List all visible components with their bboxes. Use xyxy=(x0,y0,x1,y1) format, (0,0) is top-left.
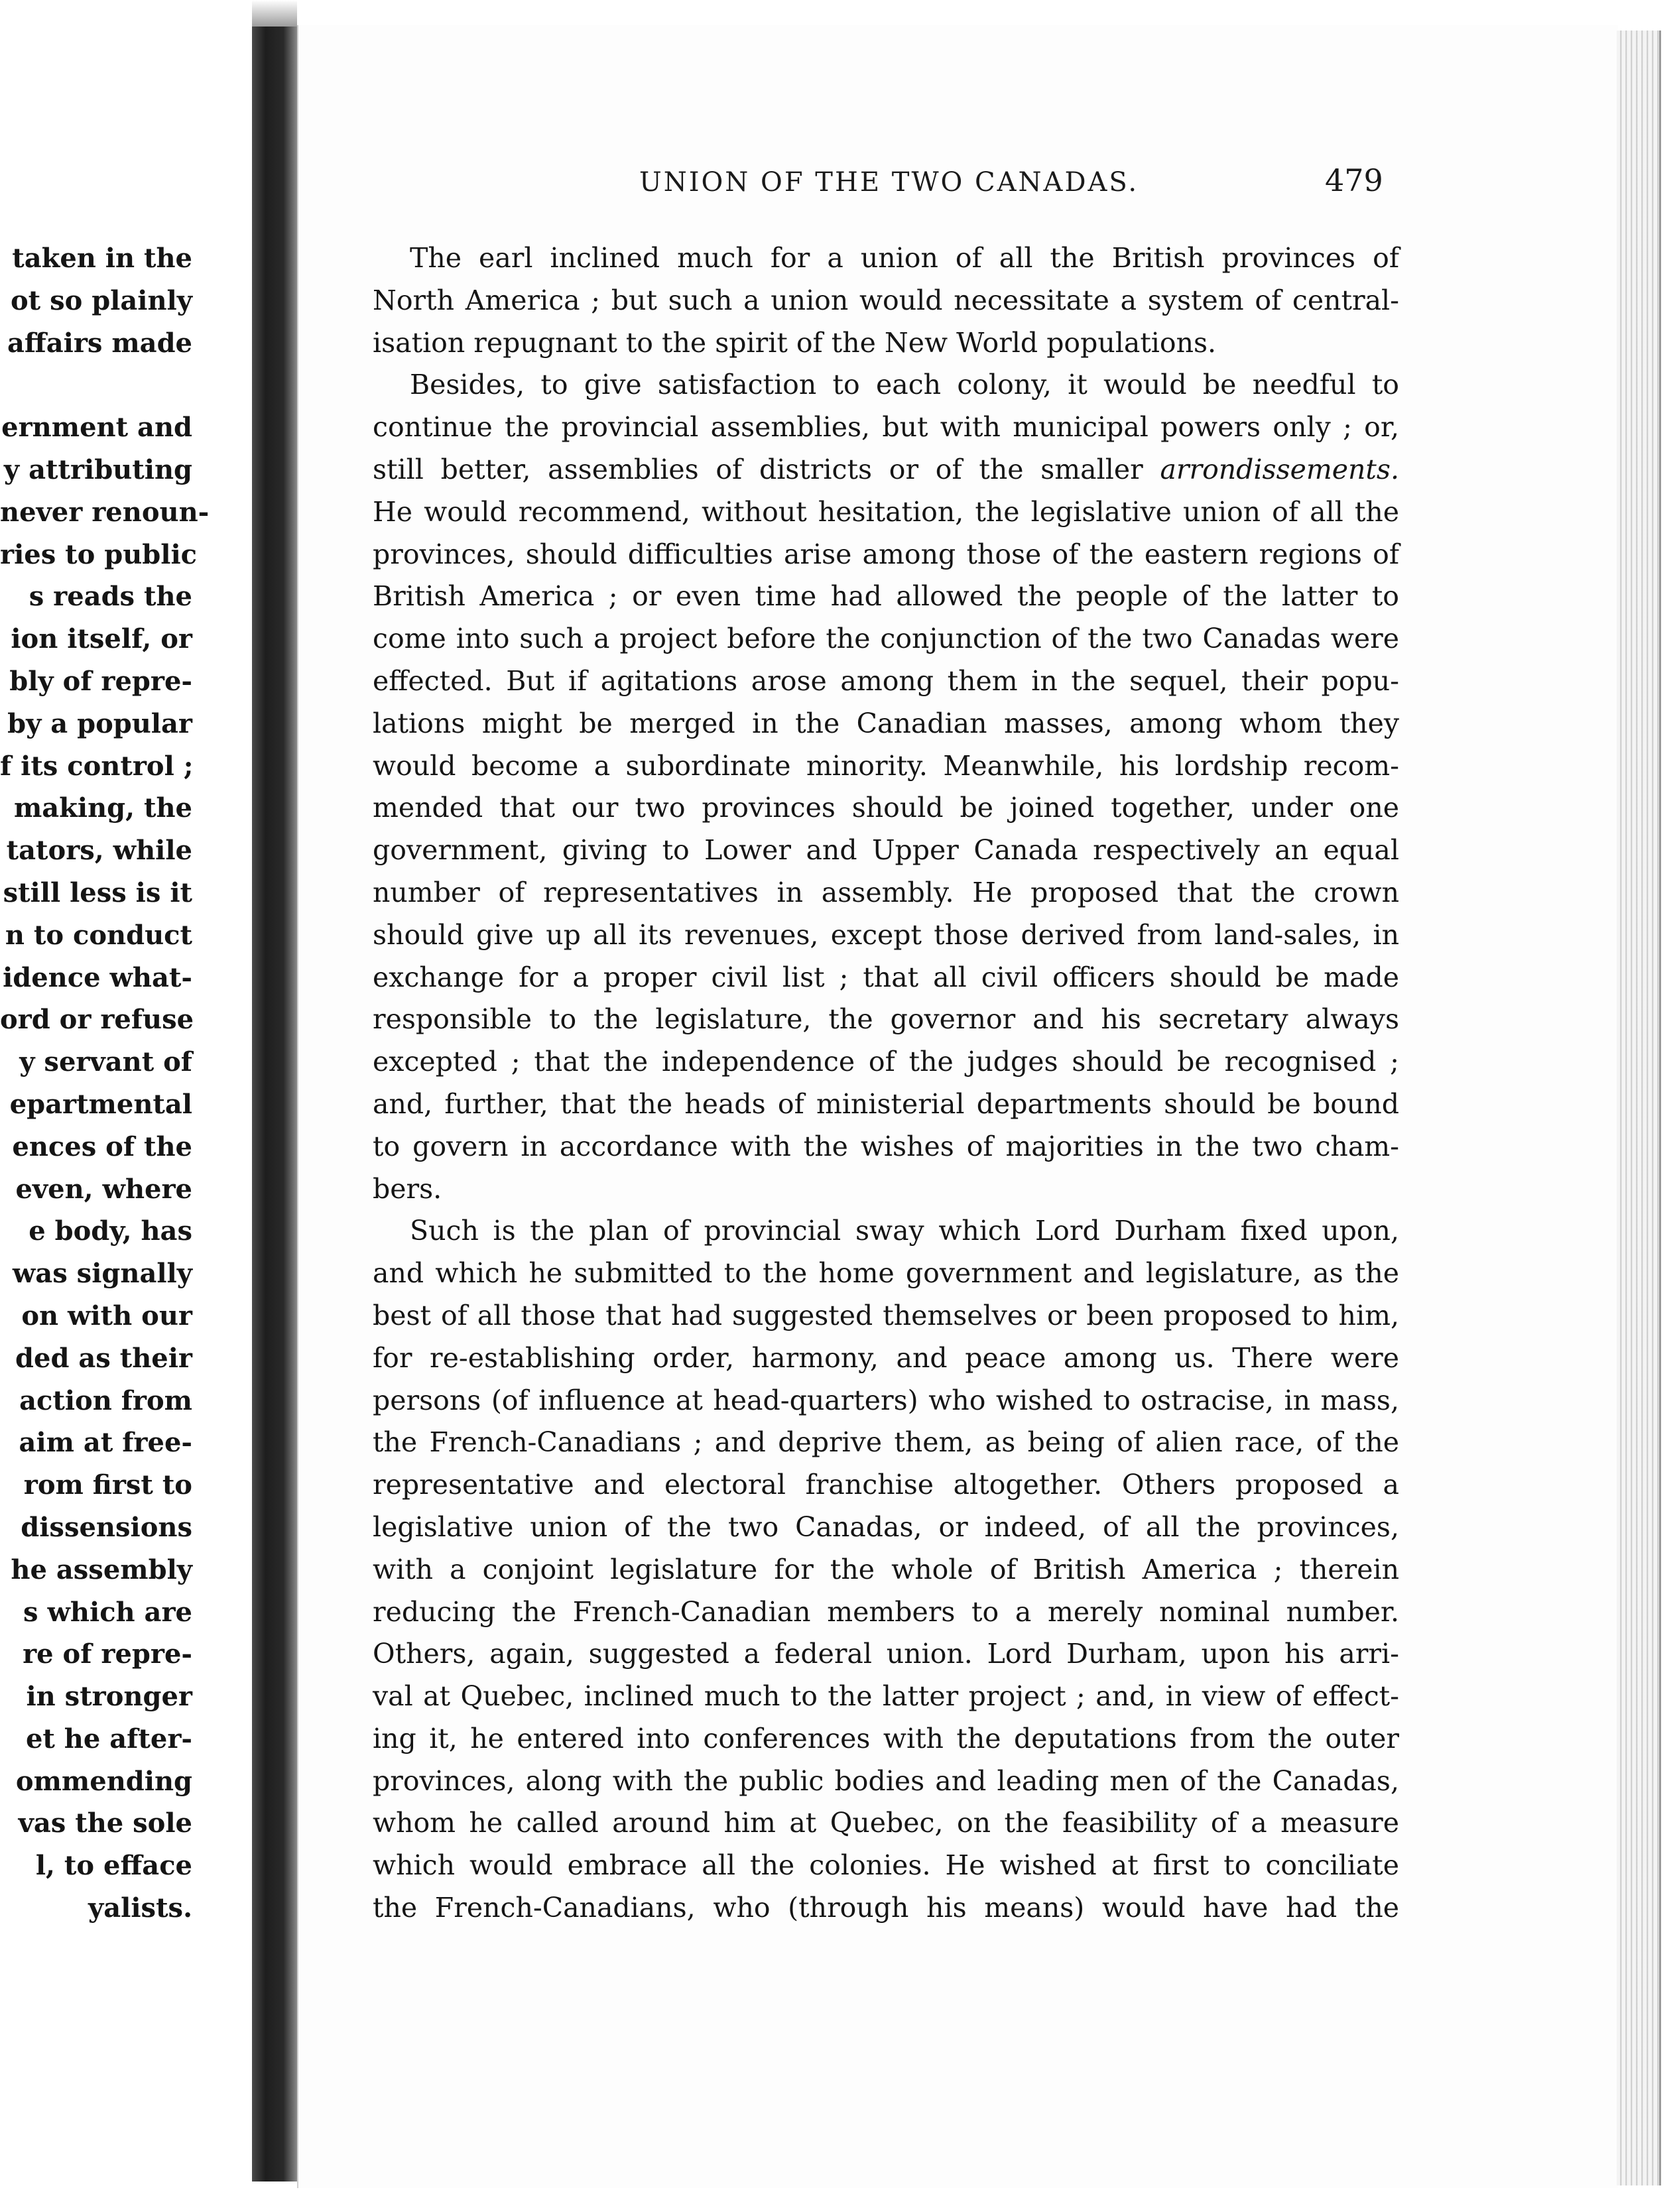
left-line: n to conduct xyxy=(5,919,192,951)
left-line: even, where xyxy=(15,1173,192,1205)
text-line: lations might be merged in the Canadian masses, among whom they xyxy=(373,707,1399,739)
text-line: representative and electoral franchise altogether. Others proposed a xyxy=(373,1469,1399,1501)
left-line: ot so plainly xyxy=(10,284,192,316)
text-line: come into such a project before the conjunction of the two Canadas were xyxy=(373,623,1399,655)
italic-term: arrondissements. xyxy=(1160,453,1399,485)
text-line: persons (of influence at head-quarters) who wished to ostracise, in mass, xyxy=(373,1384,1399,1416)
text-line: whom he called around him at Quebec, on the feasibility of a measure xyxy=(373,1807,1399,1839)
left-line: he assembly xyxy=(11,1554,192,1585)
text-line: and, further, that the heads of ministerial departments should be bound xyxy=(373,1087,1399,1120)
left-line: rom first to xyxy=(23,1469,192,1501)
running-title: UNION OF THE TWO CANADAS. xyxy=(639,167,1139,198)
text-line: would become a subordinate minority. Meanwhile, his lordship recom- xyxy=(373,749,1399,782)
text-line: bers. xyxy=(373,1172,442,1205)
text-line: British America ; or even time had allowed the people of the latter to xyxy=(373,580,1399,613)
left-line: l, to efface xyxy=(35,1850,192,1882)
text-line: responsible to the legislature, the governor and his secretary always xyxy=(373,1003,1399,1036)
left-line: on with our xyxy=(21,1300,192,1331)
text-line: with a conjoint legislature for the whole of British America ; therein xyxy=(373,1553,1399,1585)
text-line: reducing the French-Canadian members to a merely nominal number. xyxy=(373,1595,1399,1628)
left-line: y servant of xyxy=(19,1046,192,1078)
page-edges xyxy=(1617,31,1661,2185)
text-line: provinces, should difficulties arise among those of the eastern regions of xyxy=(373,538,1399,570)
left-line: ded as their xyxy=(15,1342,192,1374)
left-line: epartmental xyxy=(9,1088,192,1120)
left-line: bly of repre- xyxy=(9,665,192,697)
left-line: e body, has xyxy=(29,1215,192,1247)
left-line: never renoun- xyxy=(0,496,210,528)
left-line: idence what- xyxy=(3,961,192,993)
text-line: He would recommend, without hesitation, the legislative union of all the xyxy=(373,495,1399,528)
left-line: still less is it xyxy=(3,877,192,908)
body-text xyxy=(373,237,1399,1930)
text-line: should give up all its revenues, except those derived from land-sales, in xyxy=(373,918,1399,951)
book-gutter-shadow xyxy=(252,27,297,2181)
text-line: continue the provincial assemblies, but with municipal powers only ; or, xyxy=(373,411,1399,444)
left-line: ord or refuse xyxy=(0,1004,194,1036)
text-line: val at Quebec, inclined much to the latter project ; and, in view of effect- xyxy=(373,1680,1399,1713)
text-line: legislative union of the two Canadas, or indeed, of all the provinces, xyxy=(373,1510,1399,1543)
left-line: s which are xyxy=(23,1596,192,1628)
left-line: dissensions xyxy=(21,1511,192,1543)
text-line: excepted ; that the independence of the judges should be recognised ; xyxy=(373,1046,1399,1078)
text-line: mended that our two provinces should be joined together, under one xyxy=(373,792,1399,824)
left-line: re of repre- xyxy=(23,1638,192,1670)
text-segment: still better, assemblies of districts or of the smaller xyxy=(373,453,1143,485)
text-line: Such is the plan of provincial sway which Lord Durham fixed upon, xyxy=(410,1215,1399,1247)
text-line: provinces, along with the public bodies and leading men of the Canadas, xyxy=(373,1764,1399,1797)
text-line: government, giving to Lower and Upper Canada respectively an equal xyxy=(373,834,1399,867)
text-line: North America ; but such a union would necessitate a system of central- xyxy=(373,284,1399,316)
text-line: Besides, to give satisfaction to each colony, it would be needful to xyxy=(410,369,1399,401)
left-line: ommending xyxy=(15,1765,192,1797)
text-line: number of representatives in assembly. He proposed that the crown xyxy=(373,876,1399,908)
text-line: best of all those that had suggested themselves or been proposed to him, xyxy=(373,1299,1399,1331)
left-line: ries to public xyxy=(0,538,198,570)
left-line: affairs made xyxy=(7,327,192,359)
text-line: and which he submitted to the home government and legislature, as the xyxy=(373,1257,1399,1290)
text-line: The earl inclined much for a union of all the British provinces of xyxy=(410,242,1399,274)
left-line: aim at free- xyxy=(19,1427,192,1459)
left-facing-page xyxy=(0,0,260,2212)
text-line: ing it, he entered into conferences with the deputations from the outer xyxy=(373,1722,1399,1754)
left-line: was signally xyxy=(12,1258,192,1290)
text-line: Others, again, suggested a federal union. Lord Durham, upon his arri- xyxy=(373,1638,1399,1670)
text-line: for re-establishing order, harmony, and peace among us. There were xyxy=(373,1341,1399,1374)
left-line: f its control ; xyxy=(0,750,194,782)
left-line: yalists. xyxy=(88,1892,192,1924)
left-line: vas the sole xyxy=(18,1808,192,1839)
left-line: tators, while xyxy=(6,835,192,867)
left-line: making, the xyxy=(13,792,192,824)
left-line: ences of the xyxy=(12,1131,192,1162)
left-page-text xyxy=(0,237,210,1930)
text-line xyxy=(373,449,1399,491)
left-line: et he after- xyxy=(25,1723,192,1754)
text-line: isation repugnant to the spirit of the New World populations. xyxy=(373,326,1217,359)
left-line: in stronger xyxy=(26,1681,192,1713)
text-line: the French-Canadians, who (through his means) would have had the xyxy=(373,1892,1399,1924)
page-number: 479 xyxy=(1325,162,1383,198)
text-line: which would embrace all the colonies. He wished at first to conciliate xyxy=(373,1849,1399,1882)
left-line: by a popular xyxy=(7,707,192,739)
left-line: ion itself, or xyxy=(11,623,192,655)
text-line: the French-Canadians ; and deprive them, as being of alien race, of the xyxy=(373,1426,1399,1459)
left-line: y attributing xyxy=(3,454,192,485)
text-line: to govern in accordance with the wishes of majorities in the two cham- xyxy=(373,1130,1399,1162)
left-line: ernment and xyxy=(1,412,192,444)
left-line: taken in the xyxy=(12,243,192,274)
left-line: s reads the xyxy=(29,581,192,613)
left-line-blank xyxy=(0,364,192,406)
left-line: action from xyxy=(19,1384,192,1416)
text-line: effected. But if agitations arose among them in the sequel, their popu- xyxy=(373,664,1399,697)
text-line: exchange for a proper civil list ; that all civil officers should be made xyxy=(373,961,1399,993)
